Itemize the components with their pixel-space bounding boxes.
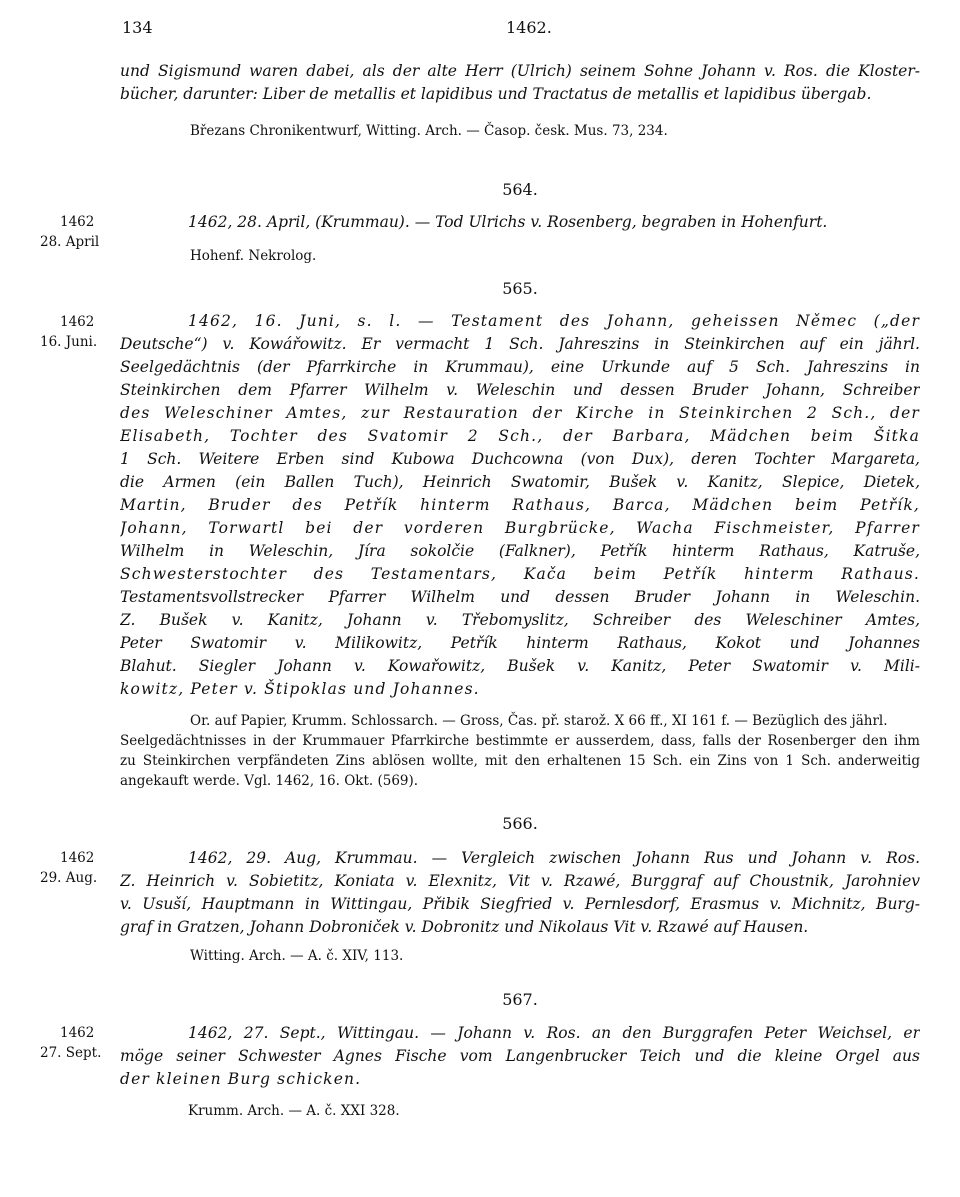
text-line: und Sigismund waren dabei, als der alte Herr (Ulrich) seinem Sohne Johann v. Ros. die Kloster- bbox=[120, 62, 920, 80]
text-line: bücher, darunter: Liber de metallis et lapidibus und Tractatus de metallis et lapidibus übergab. bbox=[120, 85, 872, 103]
regest-line: die Armen (ein Ballen Tuch), Heinrich Swatomir, Bušek v. Kanitz, Slepice, Dietek, bbox=[120, 473, 920, 491]
note-line: zu Steinkirchen verpfändeten Zins ablösen wollte, mit den erhaltenen 15 Sch. ein Zins von 1 Sch. anderweitig bbox=[120, 753, 920, 769]
margin-year: 1462 bbox=[60, 314, 95, 330]
margin-date bbox=[40, 212, 120, 252]
document-564 bbox=[120, 211, 920, 234]
regest-line: 1462, 16. Juni, s. l. — Testament des Johann, geheissen Němec („der bbox=[188, 312, 920, 330]
document-567 bbox=[120, 1022, 920, 1091]
running-header bbox=[0, 18, 960, 40]
document-number: 567. bbox=[502, 990, 538, 1009]
note-line: angekauft werde. Vgl. 1462, 16. Okt. (569). bbox=[120, 773, 419, 789]
regest-line: der kleinen Burg schicken. bbox=[120, 1070, 362, 1088]
regest-line: Peter Swatomir v. Milikowitz, Petřík hinterm Rathaus, Kokot und Johannes bbox=[120, 634, 920, 652]
regest-line: kowitz, Peter v. Štipoklas und Johannes. bbox=[120, 680, 480, 698]
regest-line: v. Usuší, Hauptmann in Wittingau, Přibik Siegfried v. Pernlesdorf, Erasmus v. Michnitz, Burg- bbox=[120, 895, 920, 913]
regest-line: Seelgedächtnis (der Pfarrkirche in Krummau), eine Urkunde auf 5 Sch. Jahreszins in bbox=[120, 358, 920, 376]
regest-line: Z. Bušek v. Kanitz, Johann v. Třebomyslitz, Schreiber des Weleschiner Amtes, bbox=[120, 611, 920, 629]
editorial-note bbox=[120, 711, 920, 791]
margin-year: 1462 bbox=[60, 850, 95, 866]
regest-line: Wilhelm in Weleschin, Jíra sokolčie (Falkner), Petřík hinterm Rathaus, Katruše, bbox=[120, 542, 920, 560]
regest-line: Testamentsvollstrecker Pfarrer Wilhelm und dessen Bruder Johann in Weleschin. bbox=[120, 588, 920, 606]
regest-line: 1462, 28. April, (Krummau). — Tod Ulrichs v. Rosenberg, begraben in Hohenfurt. bbox=[188, 213, 828, 231]
note-line: Seelgedächtnisses in der Krummauer Pfarrkirche bestimmte er ausserdem, dass, falls der Rosenberger den ihm bbox=[120, 733, 920, 749]
regest-line: Johann, Torwartl bei der vorderen Burgbrücke, Wacha Fischmeister, Pfarrer bbox=[120, 519, 920, 537]
regest-line: 1462, 27. Sept., Wittingau. — Johann v. Ros. an den Burggrafen Peter Weichsel, er bbox=[188, 1024, 920, 1042]
margin-date bbox=[40, 848, 120, 888]
document-565 bbox=[120, 310, 920, 701]
margin-day: 29. Aug. bbox=[40, 870, 98, 886]
regest-line: Martin, Bruder des Petřík hinterm Rathaus, Barca, Mädchen beim Petřík, bbox=[120, 496, 920, 514]
note-line: Or. auf Papier, Krumm. Schlossarch. — Gross, Čas. př. starož. X 66 ff., XI 161 f. — Bezüglich des jährl. bbox=[190, 713, 888, 729]
regest-line: Schwesterstochter des Testamentars, Kača beim Petřík hinterm Rathaus. bbox=[120, 565, 920, 583]
regest-line: graf in Gratzen, Johann Dobroniček v. Dobronitz und Nikolaus Vit v. Rzawé auf Hausen. bbox=[120, 918, 809, 936]
regest-line: des Weleschiner Amtes, zur Restauration der Kirche in Steinkirchen 2 Sch., der bbox=[120, 404, 920, 422]
intro-paragraph bbox=[120, 60, 920, 106]
document-number: 565. bbox=[502, 279, 538, 298]
regest-line: Deutsche“) v. Kowářowitz. Er vermacht 1 Sch. Jahreszins in Steinkirchen auf ein jährl. bbox=[120, 335, 920, 353]
document-number: 566. bbox=[502, 814, 538, 833]
regest-line: 1 Sch. Weitere Erben sind Kubowa Duchcowna (von Dux), deren Tochter Margareta, bbox=[120, 450, 920, 468]
regest-line: Blahut. Siegler Johann v. Kowařowitz, Bušek v. Kanitz, Peter Swatomir v. Mili- bbox=[120, 657, 920, 675]
header-year: 1462. bbox=[506, 18, 552, 37]
source-citation: Březans Chronikentwurf, Witting. Arch. — Časop. česk. Mus. 73, 234. bbox=[190, 123, 668, 139]
margin-day: 28. April bbox=[40, 234, 100, 250]
regest-line: Steinkirchen dem Pfarrer Wilhelm v. Weleschin und dessen Bruder Johann, Schreiber bbox=[120, 381, 920, 399]
margin-year: 1462 bbox=[60, 1025, 95, 1041]
source-citation: Hohenf. Nekrolog. bbox=[190, 248, 317, 264]
margin-year: 1462 bbox=[60, 214, 95, 230]
regest-line: 1462, 29. Aug, Krummau. — Vergleich zwischen Johann Rus und Johann v. Ros. bbox=[188, 849, 920, 867]
regest-line: möge seiner Schwester Agnes Fische vom Langenbrucker Teich und die kleine Orgel aus bbox=[120, 1047, 920, 1065]
source-citation: Witting. Arch. — A. č. XIV, 113. bbox=[190, 948, 404, 964]
regest-line: Elisabeth, Tochter des Svatomir 2 Sch., der Barbara, Mädchen beim Šitka bbox=[120, 427, 920, 445]
document-number: 564. bbox=[502, 180, 538, 199]
document-566 bbox=[120, 847, 920, 939]
margin-day: 27. Sept. bbox=[40, 1045, 102, 1061]
margin-day: 16. Juni. bbox=[40, 334, 98, 350]
regest-line: Z. Heinrich v. Sobietitz, Koniata v. Elexnitz, Vit v. Rzawé, Burggraf auf Choustnik, Jarohniev bbox=[120, 872, 920, 890]
page-number: 134 bbox=[122, 18, 153, 37]
margin-date bbox=[40, 312, 120, 352]
source-citation: Krumm. Arch. — A. č. XXI 328. bbox=[188, 1103, 400, 1119]
margin-date bbox=[40, 1023, 120, 1063]
